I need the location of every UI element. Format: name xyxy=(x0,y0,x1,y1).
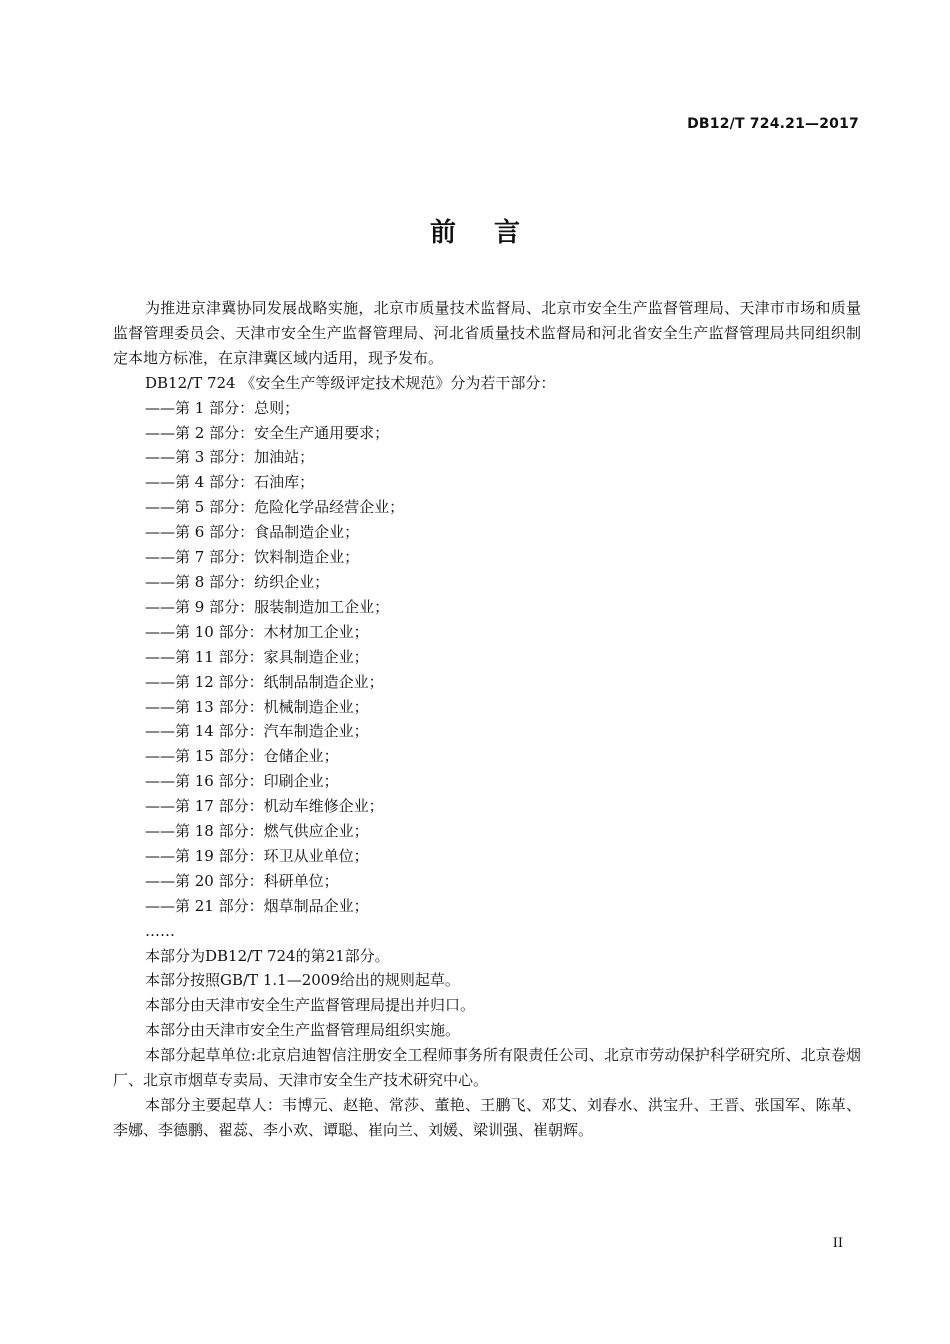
list-item: ——第 20 部分：科研单位； xyxy=(145,871,339,890)
list-item: ——第 10 部分：木材加工企业； xyxy=(145,622,369,641)
parts-list xyxy=(113,396,861,944)
list-item: ——第 8 部分：纺织企业； xyxy=(145,572,330,591)
drafting-units-statement: 本部分起草单位:北京启迪智信注册安全工程师事务所有限责任公司、北京市劳动保护科学研究所、北京卷烟厂、北京市烟草专卖局、天津市安全生产技术研究中心。 xyxy=(113,1046,861,1090)
list-item: ——第 1 部分：总则； xyxy=(145,398,300,417)
list-item: ——第 12 部分：纸制品制造企业； xyxy=(145,672,384,691)
page-number: II xyxy=(832,1236,843,1251)
list-item: ——第 16 部分：印刷企业； xyxy=(145,772,339,791)
list-item: ——第 7 部分：饮料制造企业； xyxy=(145,548,360,567)
list-item: ——第 17 部分：机动车维修企业； xyxy=(145,797,384,816)
proposer-statement: 本部分由天津市安全生产监督管理局提出并归口。 xyxy=(145,996,476,1015)
list-item: ——第 15 部分：仓储企业； xyxy=(145,747,339,766)
drafting-rules-statement: 本部分按照GB/T 1.1—2009给出的规则起草。 xyxy=(145,971,460,990)
implementer-statement: 本部分由天津市安全生产监督管理局组织实施。 xyxy=(145,1021,461,1040)
list-item: ——第 2 部分：安全生产通用要求； xyxy=(145,423,390,442)
list-item: ——第 11 部分：家具制造企业； xyxy=(145,647,369,666)
parts-intro: DB12/T 724 《安全生产等级评定技术规范》分为若干部分： xyxy=(145,373,556,392)
part-number-statement: 本部分为DB12/T 724的第21部分。 xyxy=(145,946,390,965)
foreword-body xyxy=(113,296,861,1143)
page-title: 前言 xyxy=(429,218,558,248)
intro-paragraph: 为推进京津冀协同发展战略实施，北京市质量技术监督局、北京市安全生产监督管理局、天津市市场和质量监督管理委员会、天津市安全生产监督管理局、河北省质量技术监督局和河北省安全生产监督管理局共同组织制定本地方标准，在京津冀区域内适用，现予发布。 xyxy=(113,299,861,367)
list-item: ——第 3 部分：加油站； xyxy=(145,448,315,467)
list-item: ——第 19 部分：环卫从业单位； xyxy=(145,846,369,865)
list-item: ——第 14 部分：汽车制造企业； xyxy=(145,722,369,741)
drafters-statement: 本部分主要起草人：韦博元、赵艳、常莎、董艳、王鹏飞、邓艾、刘春水、洪宝升、王晋、张国军、陈革、李娜、李德鹏、翟蕊、李小欢、谭聪、崔向兰、刘媛、梁训强、崔朝辉。 xyxy=(113,1096,861,1139)
list-item: ——第 5 部分：危险化学品经营企业； xyxy=(145,498,405,517)
list-item: ——第 21 部分：烟草制品企业； xyxy=(145,896,369,915)
document-code: DB12/T 724.21—2017 xyxy=(687,116,859,132)
list-item: ——第 6 部分：食品制造企业； xyxy=(145,523,360,542)
list-item: ——第 9 部分：服装制造加工企业； xyxy=(145,597,390,616)
list-item: ——第 4 部分：石油库； xyxy=(145,473,315,492)
list-item: ——第 18 部分：燃气供应企业； xyxy=(145,822,369,841)
list-ellipsis: …… xyxy=(145,921,175,940)
list-item: ——第 13 部分：机械制造企业； xyxy=(145,697,369,716)
